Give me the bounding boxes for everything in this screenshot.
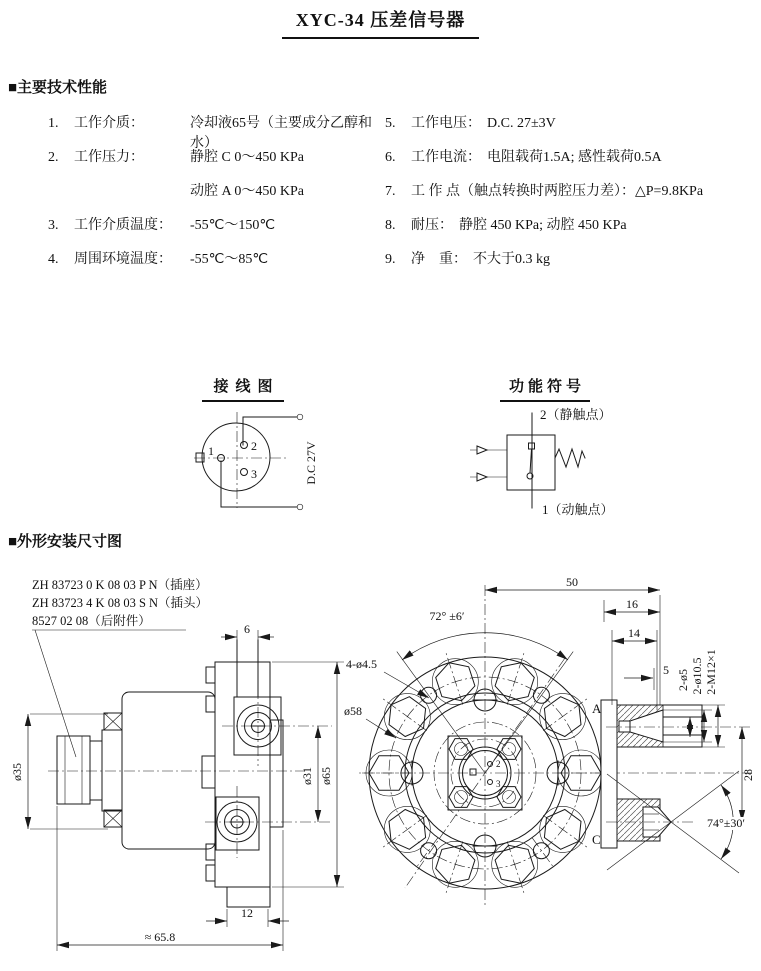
spec-label: 工 作 点（触点转换时两腔压力差）：: [411, 184, 635, 199]
spec-num: 6.: [385, 150, 396, 165]
side-view-dimensions: [10, 622, 344, 951]
spec-item: [385, 182, 761, 216]
spec-num: 5.: [385, 116, 396, 131]
pin-1-label: 1: [208, 444, 214, 458]
front-pin-3-label: 3: [496, 779, 501, 789]
spec-label: 耐压：: [411, 218, 453, 233]
port-a-label: A: [592, 701, 602, 716]
spec-num: 3.: [48, 218, 59, 233]
spec-num: 2.: [48, 150, 59, 165]
page-title: [0, 6, 761, 39]
spec-label: 工作电流：: [411, 150, 481, 165]
dim-50: 50: [566, 575, 578, 589]
connector-cap: [57, 736, 90, 804]
spec-item: [385, 216, 761, 250]
section-heading-outline: ■外形安装尺寸图: [8, 533, 123, 550]
page-title-text: XYC-34 压差信号器: [282, 6, 480, 39]
spec-list-right: [385, 114, 761, 284]
dim-d31: ø31: [300, 767, 314, 785]
wiring-diagram-title: 接线图: [202, 375, 284, 402]
spec-label: 净 重：: [411, 252, 467, 267]
pin-2-label: 2: [251, 439, 257, 453]
pin-3-label: 3: [251, 467, 257, 481]
dim-12: 12: [241, 906, 253, 920]
spec-item: [385, 148, 761, 182]
front-view: [359, 585, 752, 908]
leader-line: [35, 630, 76, 757]
spec-value: 电阻载荷1.5A; 感性载荷0.5A: [487, 150, 662, 165]
dim-2xd105: 2-ø10.5: [690, 657, 704, 695]
dim-28: 28: [741, 769, 755, 781]
spec-num: 9.: [385, 252, 396, 267]
spec-num: 1.: [48, 116, 59, 131]
spec-label: 工作介质温度：: [74, 218, 172, 233]
spring-symbol: [555, 449, 585, 467]
dim-2xd5: 2-ø5: [676, 669, 690, 691]
function-symbol: [450, 368, 650, 543]
voltage-label: D.C 27V: [304, 441, 318, 485]
terminal-bottom: [297, 504, 303, 510]
spec-list-left: [48, 114, 378, 284]
outline-drawing: [0, 555, 761, 971]
spec-label: 工作压力：: [74, 150, 144, 165]
moving-contact-label: 1（动触点）: [542, 502, 614, 517]
arrow-in-top: [477, 446, 487, 454]
spec-value: 静腔 450 KPa; 动腔 450 KPa: [459, 218, 627, 233]
part-label-accessory: 8527 02 08（后附件）: [32, 614, 151, 628]
spec-item: [48, 250, 378, 284]
dim-holes-4xd45: 4-ø4.5: [346, 657, 377, 671]
spec-num: 4.: [48, 252, 59, 267]
pin-2: [241, 442, 248, 449]
front-pin-2-label: 2: [496, 759, 501, 769]
spec-num: 7.: [385, 184, 396, 199]
symbol-geometry: [470, 413, 585, 508]
connector-key: [470, 769, 476, 775]
spec-value: D.C. 27±3V: [487, 116, 556, 131]
spec-item: [48, 182, 378, 216]
body-housing: [122, 692, 215, 849]
spec-item: [48, 114, 378, 151]
spec-label: 工作介质：: [74, 116, 144, 131]
part-label-socket: ZH 83723 0 K 08 03 P N（插座）: [32, 578, 208, 592]
side-view: [48, 640, 332, 907]
dim-6: 6: [244, 622, 250, 636]
spec-value: -55℃～85℃: [190, 252, 269, 267]
dim-d58: ø58: [344, 704, 362, 718]
dim-5: 5: [663, 663, 669, 677]
spec-value: 不大于0.3 kg: [473, 252, 550, 267]
dim-2xm12: 2-M12×1: [704, 649, 718, 695]
mounting-plate: [215, 662, 270, 887]
spec-item: [385, 250, 761, 284]
pin-3: [241, 469, 248, 476]
spec-value: 静腔 C 0～450 KPa: [190, 150, 304, 165]
section-heading-specs: ■主要技术性能: [8, 79, 108, 96]
spec-label: 工作电压：: [411, 116, 481, 131]
static-contact-label: 2（静触点）: [540, 407, 612, 422]
spec-label: 周围环境温度：: [74, 252, 172, 267]
dim-d65: ø65: [319, 767, 333, 785]
arrow-in-bottom: [477, 473, 487, 481]
spec-num: 8.: [385, 218, 396, 233]
dim-angle-74: 74°±30′: [706, 816, 746, 830]
spec-value: 动腔 A 0～450 KPa: [190, 184, 304, 199]
dim-d35: ø35: [10, 763, 24, 781]
port-c-label: C: [592, 832, 601, 847]
spec-item: [385, 114, 761, 148]
dim-total-length: ≈ 65.8: [144, 930, 176, 944]
connector-key-slot: [196, 453, 204, 462]
spec-value: 冷却液65号（主要成分乙醇和水）: [190, 116, 372, 151]
dim-14: 14: [628, 626, 640, 640]
spec-item: [48, 216, 378, 250]
wiring-geometry: [194, 412, 303, 510]
dim-angle-72: 72° ±6′: [429, 609, 465, 623]
wiring-diagram: [165, 368, 340, 538]
function-symbol-title: 功能符号: [500, 375, 590, 402]
spec-value: △P=9.8KPa: [635, 184, 704, 199]
spec-value: -55℃～150℃: [190, 218, 276, 233]
part-label-plug: ZH 83723 4 K 08 03 S N（插头）: [32, 596, 209, 610]
terminal-top: [297, 414, 303, 420]
dim-16: 16: [626, 597, 638, 611]
